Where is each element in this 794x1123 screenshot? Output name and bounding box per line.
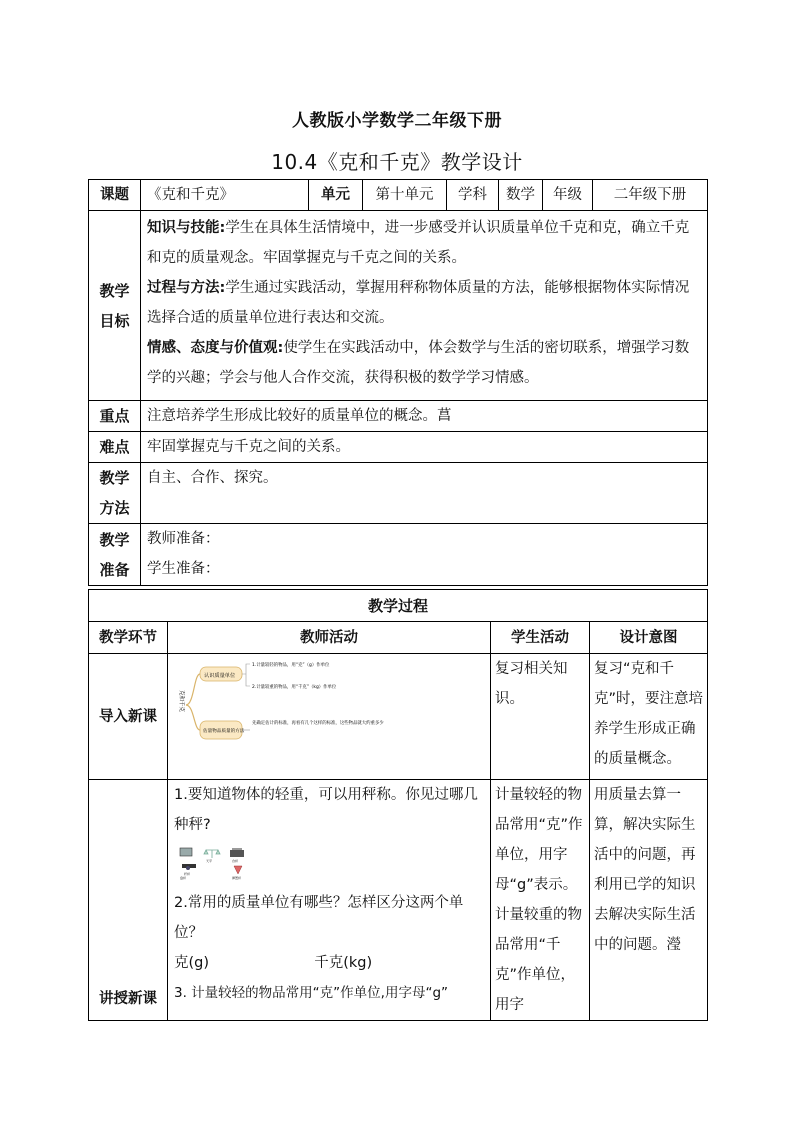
prep-content: [141, 524, 708, 586]
intro-student-activity: 复习相关知识。: [491, 654, 590, 780]
new-teacher-activity: [168, 780, 491, 1021]
grade-label: 年级: [543, 180, 593, 211]
svg-text:杆秤: 杆秤: [184, 872, 191, 876]
scale-icon-3: [230, 848, 244, 863]
mindmap-note-1: 1.计量较轻的物品，用“克”（g）作单位: [252, 663, 330, 668]
mindmap-connector-2: [186, 705, 200, 730]
intro-teacher-activity: [168, 654, 491, 780]
svg-text:天平: 天平: [206, 859, 213, 863]
mindmap-note-3: 先确定估计的标准，再看有几个这样的标准，这些物品就大约重多少: [252, 721, 384, 726]
unit-label: 单元: [309, 180, 363, 211]
goal-process: 过程与方法:学生通过实践活动，掌握用秤称物体质量的方法，能够根据物体实际情况选择合适的质量单位进行表达和交流。: [147, 280, 690, 326]
mindmap-center: 克和千克: [178, 690, 184, 713]
mindmap-note-2: 2.计量较重的物品，用“千克”（kg）作单位: [252, 685, 337, 690]
scale-icons: [178, 844, 268, 882]
process-table: [88, 589, 708, 1021]
doc-title: 人教版小学数学二年级下册: [292, 111, 502, 131]
new-question-2: 2.常用的质量单位有哪些？怎样区分这两个单位？: [174, 895, 464, 941]
unit-value: 第十单元: [363, 180, 447, 211]
header-stage: 教学环节: [89, 622, 168, 654]
intro-stage: 导入新课: [89, 654, 168, 780]
unit-pair: [174, 948, 484, 978]
prep-label: 教学准备: [89, 524, 141, 586]
new-student-activity: 计量较轻的物品常用“克”作单位，用字母“g”表示。计量较重的物品常用“千克”作单位，用字: [491, 780, 590, 1021]
goals-content: [141, 211, 708, 401]
new-stage: 讲授新课: [89, 780, 168, 1021]
new-question-3: 3. 计量较轻的物品常用“克”作单位,用字母“g”: [174, 985, 449, 1001]
difficulty-label: 难点: [89, 432, 141, 463]
topic-value: 《克和千克》: [141, 180, 309, 211]
mindmap-branch-1: 认识质量单位: [204, 673, 236, 679]
mindmap-branch-2: 估量物品质量的方法: [203, 729, 245, 734]
method-label: 教学方法: [89, 463, 141, 524]
goal-knowledge: 知识与技能:学生在具体生活情境中，进一步感受并认识质量单位千克和克，确立千克和克的质量观念。牢固掌握克与千克之间的关系。: [147, 220, 690, 266]
svg-text:盘秤: 盘秤: [180, 876, 187, 880]
lesson-info-table: [88, 179, 708, 586]
scale-icon-2: [204, 850, 220, 863]
doc-subtitle: 10.4《克和千克》教学设计: [271, 150, 523, 174]
goals-label: 教学目标: [89, 211, 141, 401]
unit-gram: 克(g): [174, 955, 210, 971]
svg-text:弹簧秤: 弹簧秤: [232, 876, 242, 880]
topic-label: 课题: [89, 180, 141, 211]
difficulty-text: 牢固掌握克与千克之间的关系。: [141, 432, 708, 463]
scale-icon-5: [232, 866, 242, 880]
header-student: 学生活动: [491, 622, 590, 654]
intro-intent: 复习“克和千克”时，要注意培养学生形成正确的质量概念。: [590, 654, 708, 780]
grade-value: 二年级下册: [593, 180, 708, 211]
method-text: 自主、合作、探究。: [141, 463, 708, 524]
process-title: 教学过程: [89, 590, 708, 622]
subject-value: 数学: [499, 180, 543, 211]
goal-emotion: 情感、态度与价值观:使学生在实践活动中，体会数学与生活的密切联系，增强学习数学的兴趣；学会与他人合作交流，获得积极的数学学习情感。: [147, 340, 690, 386]
key-point-label: 重点: [89, 401, 141, 432]
subject-label: 学科: [447, 180, 499, 211]
mindmap-leaf-connector-1: [242, 664, 250, 686]
new-question-1: 1.要知道物体的轻重，可以用秤称。你见过哪几种秤?: [174, 787, 478, 833]
mindmap-figure: [174, 660, 384, 750]
scale-images: [174, 840, 484, 888]
header-intent: 设计意图: [590, 622, 708, 654]
mindmap-connector-1: [186, 674, 200, 705]
svg-text:台秤: 台秤: [232, 859, 239, 863]
prep-teacher: 教师准备：: [147, 531, 220, 547]
unit-kilogram: 千克(kg): [314, 955, 373, 971]
mindmap: [168, 654, 490, 776]
new-intent: 用质量去算一算，解决实际生活中的问题，再利用已学的知识去解决实际生活中的问题。瀅: [590, 780, 708, 1021]
key-point-text: 注意培养学生形成比较好的质量单位的概念。菖: [141, 401, 708, 432]
prep-student: 学生准备：: [147, 561, 220, 577]
header-teacher: 教师活动: [168, 622, 491, 654]
